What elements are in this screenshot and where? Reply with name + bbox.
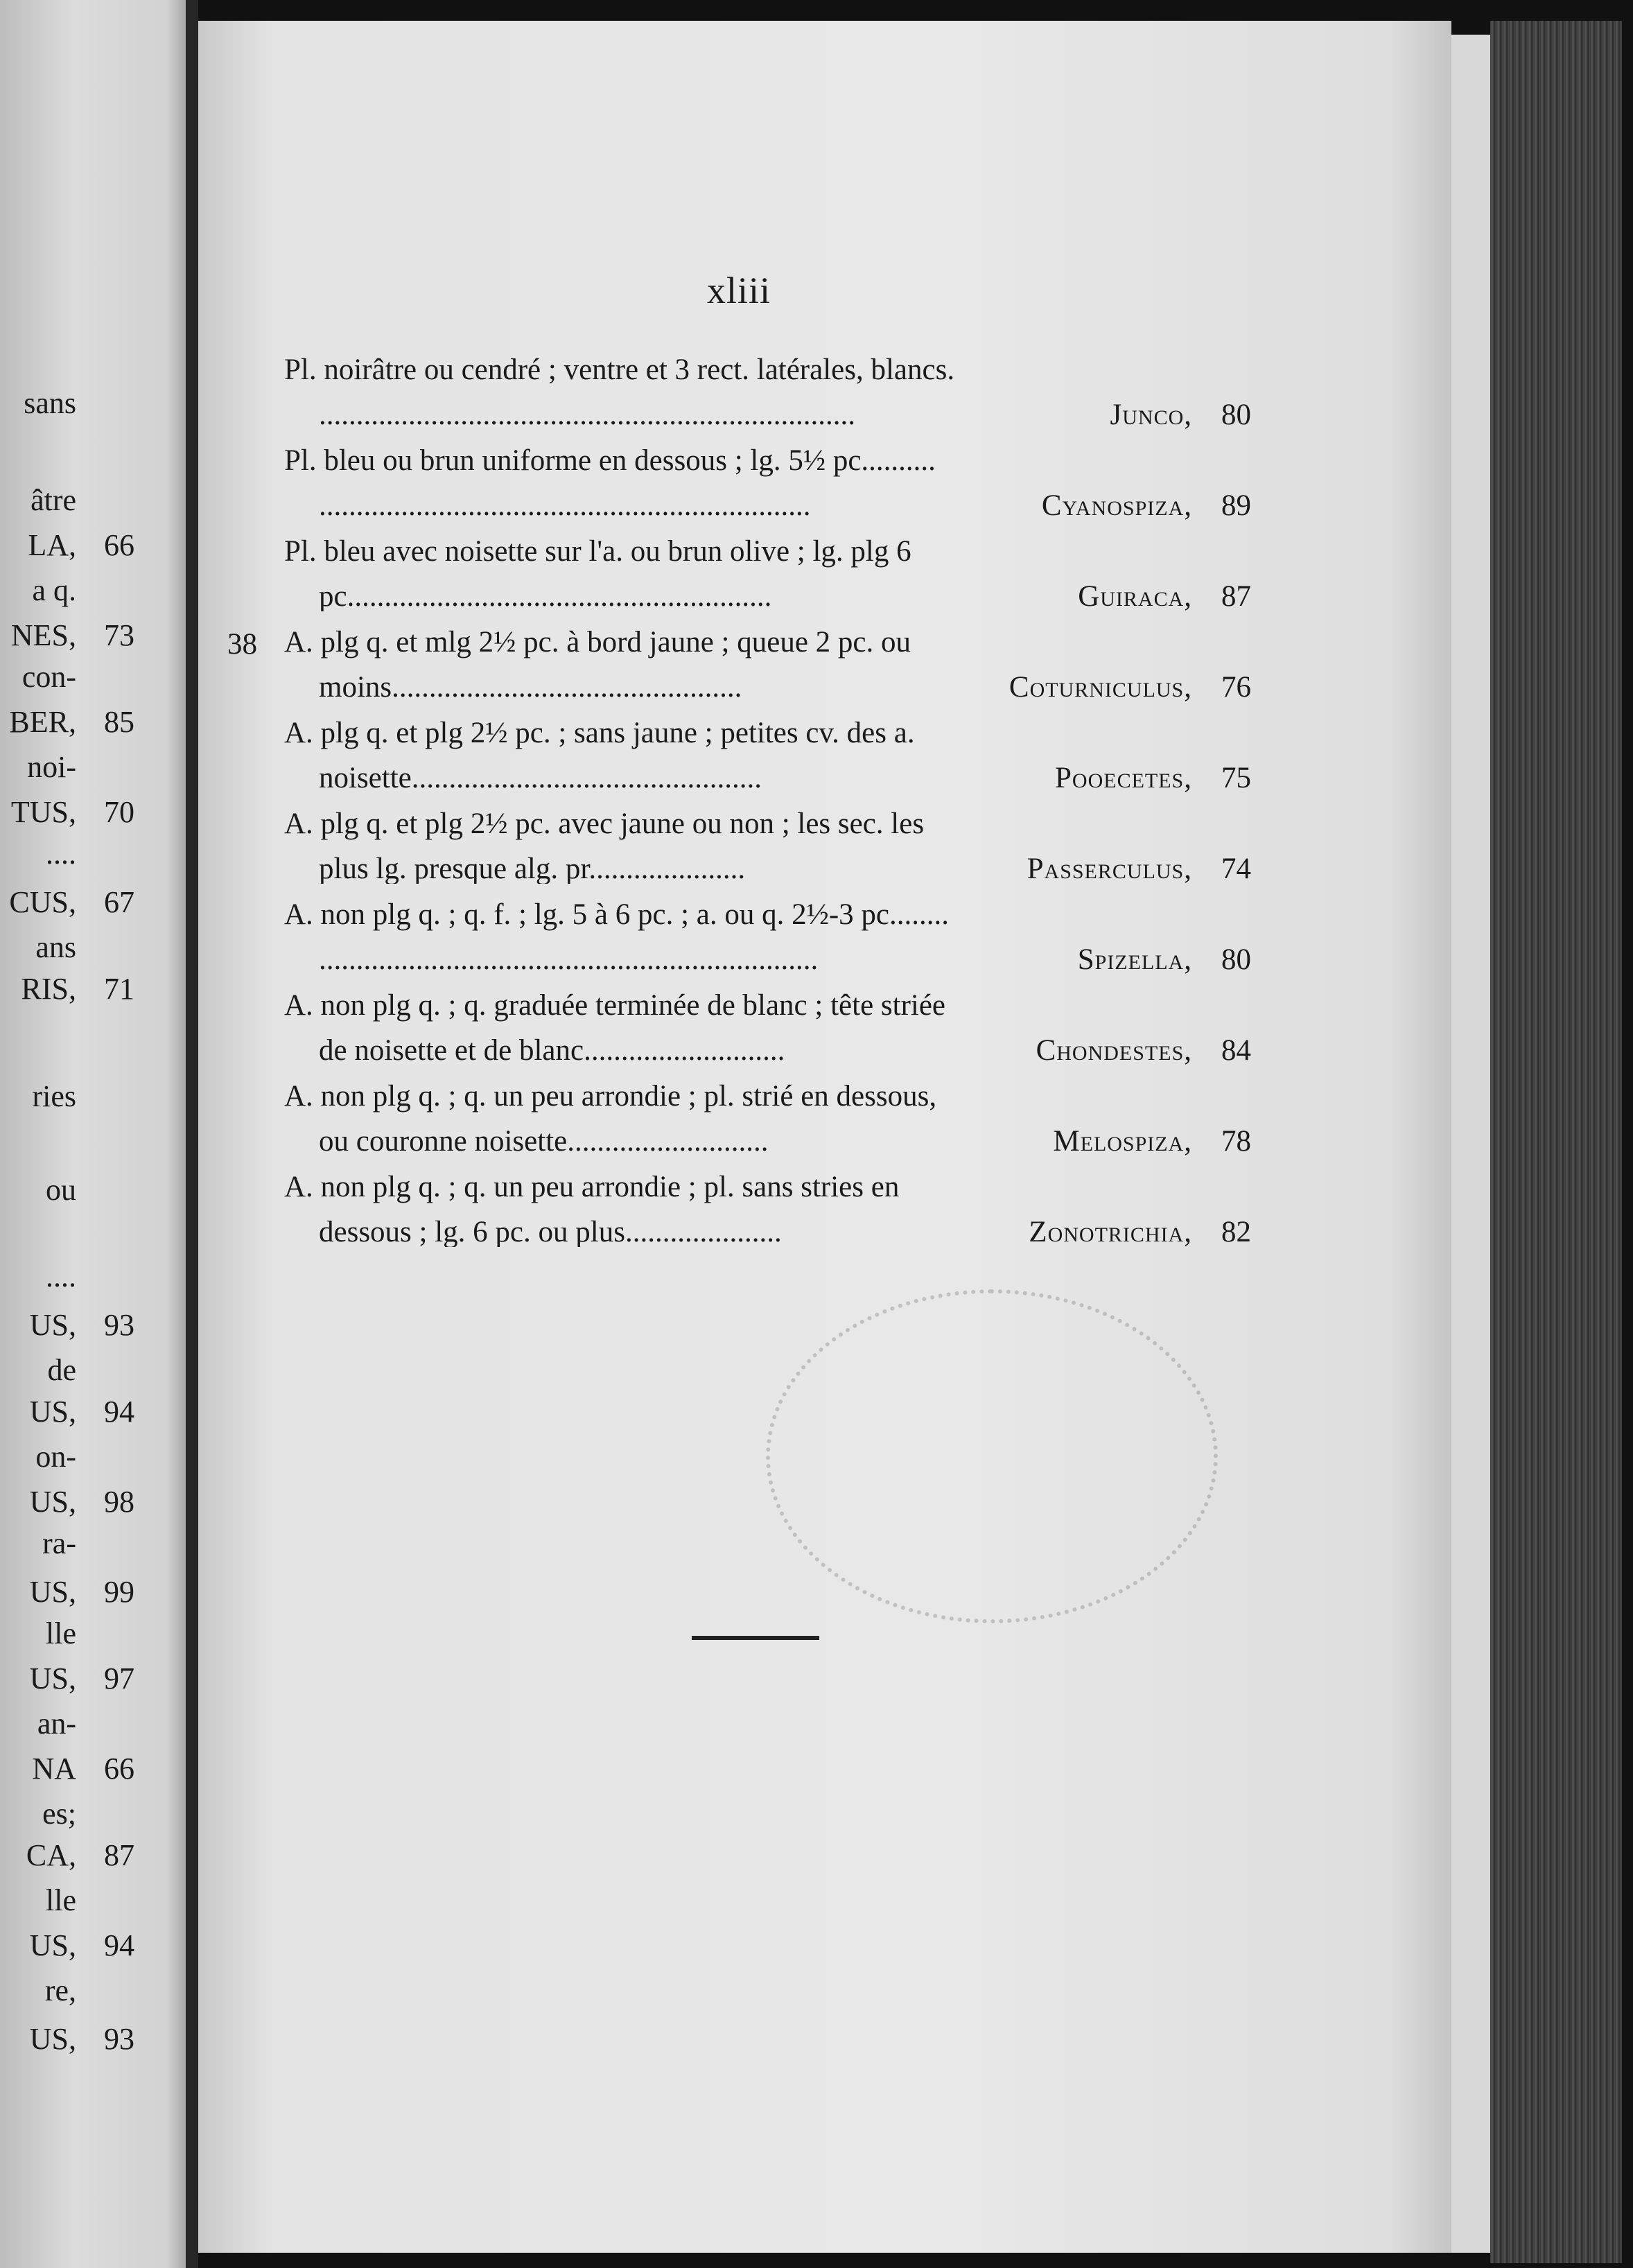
facing-page-fragment <box>0 620 166 651</box>
genus-name: Zonotrichia, <box>1029 1216 1192 1248</box>
facing-page-fragment <box>0 1975 166 2006</box>
facing-page-fragment <box>0 662 166 692</box>
fragment-number: 67 <box>104 885 134 919</box>
facing-page-fragment <box>0 485 166 516</box>
page-reference: 80 <box>1221 943 1251 976</box>
facing-page-fragment <box>0 1885 166 1916</box>
facing-page-fragment <box>0 932 166 963</box>
facing-page-fragment <box>0 707 166 738</box>
fragment-number: 66 <box>104 1752 134 1786</box>
fragment-number <box>104 485 166 516</box>
fragment-text: con- <box>21 660 76 694</box>
fragment-text: es; <box>42 1797 76 1831</box>
entry-continuation <box>319 400 1192 430</box>
page-reference: 76 <box>1221 671 1251 704</box>
fragment-text: on- <box>35 1440 76 1474</box>
fragment-number <box>104 1975 166 2006</box>
fragment-text: lle <box>46 1883 76 1917</box>
fragment-number: 93 <box>104 2022 134 2056</box>
facing-page-fragment <box>0 1799 166 1829</box>
entry-continuation <box>319 1217 1192 1247</box>
fragment-text: US, <box>29 1661 76 1695</box>
entry-description: Pl. noirâtre ou cendré ; ventre et 3 rect. latérales, blancs. <box>284 354 955 386</box>
facing-page-fragment <box>0 1528 166 1559</box>
fragment-number: 97 <box>104 1661 134 1695</box>
entry-leader: noisette............................................... <box>319 763 762 793</box>
entry-description: Pl. bleu avec noisette sur l'a. ou brun olive ; lg. plg 6 <box>284 535 911 568</box>
entry-leader: dessous ; lg. 6 pc. ou plus..................... <box>319 1217 782 1247</box>
facing-page-fragment <box>0 530 166 561</box>
entry-continuation <box>319 582 1192 611</box>
library-stamp <box>766 1289 1218 1623</box>
fragment-text: lle <box>46 1616 76 1650</box>
facing-page-fragment <box>0 1840 166 1871</box>
fragment-number: 98 <box>104 1485 134 1519</box>
facing-page-fragment <box>0 1355 166 1386</box>
page-reference: 87 <box>1221 580 1251 613</box>
page-reference: 80 <box>1221 399 1251 431</box>
fragment-number <box>104 388 166 419</box>
fragment-number: 94 <box>104 1928 134 1962</box>
fragment-number <box>104 752 166 783</box>
fragment-number: 85 <box>104 705 134 739</box>
fragment-number <box>104 932 166 963</box>
facing-page-fragment <box>0 1661 166 1695</box>
genus-name: Cyanospiza, <box>1041 489 1192 522</box>
fragment-number <box>104 1885 166 1916</box>
fragment-number <box>104 1799 166 1829</box>
entry-continuation <box>319 1036 1192 1065</box>
fragment-text: CA, <box>26 1838 76 1872</box>
fragment-text: an- <box>37 1707 76 1741</box>
fragment-text: US, <box>29 2022 76 2056</box>
fragment-text: US, <box>29 1485 76 1519</box>
facing-page-fragment <box>0 974 166 1004</box>
fragment-text: .... <box>46 1259 76 1293</box>
fragment-number: 93 <box>104 1308 134 1342</box>
fragment-text: sans <box>24 386 76 420</box>
fragment-number <box>104 575 166 606</box>
fragment-number <box>104 1262 166 1292</box>
fragment-text: ra- <box>42 1526 76 1560</box>
genus-name: Chondestes, <box>1036 1034 1192 1067</box>
facing-page-fragment <box>0 1577 166 1607</box>
genus-name: Pooecetes, <box>1055 762 1192 794</box>
fragment-text: US, <box>29 1575 76 1609</box>
facing-page-fragment <box>0 575 166 606</box>
facing-page-fragment <box>0 752 166 783</box>
couplet-number: 38 <box>227 628 257 661</box>
fragment-text: a q. <box>32 573 76 607</box>
page-reference: 78 <box>1221 1125 1251 1158</box>
genus-name: Junco, <box>1110 399 1192 431</box>
fragment-number <box>104 1442 166 1472</box>
fragment-text: ou <box>46 1173 76 1207</box>
fragment-number <box>104 1619 166 1649</box>
facing-page-edge <box>0 0 186 2268</box>
entry-description: A. plg q. et mlg 2½ pc. à bord jaune ; queue 2 pc. ou <box>284 626 911 658</box>
page-reference: 89 <box>1221 489 1251 522</box>
facing-page-fragment <box>0 797 166 828</box>
fragment-number: 73 <box>104 618 134 652</box>
fragment-text: TUS, <box>10 795 76 829</box>
fragment-number <box>104 1175 166 1205</box>
genus-name: Passerculus, <box>1027 853 1192 885</box>
fragment-text: ries <box>32 1079 76 1113</box>
end-rule <box>692 1636 819 1640</box>
facing-page-fragment <box>0 1442 166 1472</box>
book-gutter <box>186 0 198 2268</box>
facing-page-fragment <box>0 1616 166 1650</box>
fragment-number <box>104 1528 166 1559</box>
entry-description: A. plg q. et plg 2½ pc. avec jaune ou non ; les sec. les <box>284 808 925 840</box>
page-reference: 82 <box>1221 1216 1251 1248</box>
facing-page-fragment <box>0 1930 166 1961</box>
fragment-number: 99 <box>104 1575 134 1609</box>
entry-leader: de noisette et de blanc........................... <box>319 1036 785 1065</box>
entry-description: A. non plg q. ; q. graduée terminée de blanc ; tête striée <box>284 989 946 1022</box>
entry-leader: .................................................................. <box>319 491 811 521</box>
book-spine <box>1490 21 1622 2263</box>
entry-leader: ................................................................... <box>319 945 819 975</box>
fragment-number <box>104 1355 166 1386</box>
fragment-text: ans <box>35 930 76 964</box>
entry-description: Pl. bleu ou brun uniforme en dessous ; lg. 5½ pc.......... <box>284 444 936 477</box>
page-reference: 74 <box>1221 853 1251 885</box>
entry-continuation <box>319 672 1192 702</box>
fragment-text: .... <box>46 837 76 871</box>
fragment-text: CUS, <box>9 885 76 919</box>
fragment-number: 70 <box>104 795 134 829</box>
fragment-number <box>104 839 166 869</box>
entry-description: A. non plg q. ; q. f. ; lg. 5 à 6 pc. ; a. ou q. 2½-3 pc........ <box>284 898 950 931</box>
page-edge <box>1451 35 1490 2253</box>
facing-page-fragment <box>0 1175 166 1205</box>
genus-name: Coturniculus, <box>1008 671 1192 704</box>
entry-continuation <box>319 854 1192 884</box>
entry-leader: ou couronne noisette........................... <box>319 1126 769 1156</box>
fragment-number: 71 <box>104 972 134 1006</box>
fragment-number: 66 <box>104 528 134 562</box>
fragment-text: noi- <box>27 750 76 784</box>
fragment-number: 94 <box>104 1395 134 1429</box>
entry-description: A. non plg q. ; q. un peu arrondie ; pl. sans stries en <box>284 1171 900 1203</box>
fragment-number: 87 <box>104 1838 134 1872</box>
fragment-text: de <box>47 1353 76 1387</box>
fragment-text: RIS, <box>21 972 76 1006</box>
entry-leader: moins............................................... <box>319 672 742 702</box>
entry-description: A. plg q. et plg 2½ pc. ; sans jaune ; petites cv. des a. <box>284 717 915 749</box>
genus-name: Melospiza, <box>1053 1125 1192 1158</box>
fragment-number <box>104 1709 166 1739</box>
fragment-number <box>104 662 166 692</box>
fragment-text: BER, <box>9 705 76 739</box>
genus-name: Guiraca, <box>1078 580 1192 613</box>
entry-continuation <box>319 763 1192 793</box>
page-number: xliii <box>707 270 771 311</box>
facing-page-fragment <box>0 1397 166 1427</box>
fragment-text: US, <box>29 1928 76 1962</box>
entry-leader: plus lg. presque alg. pr..................... <box>319 854 746 884</box>
fragment-number <box>104 1081 166 1112</box>
fragment-text: NES, <box>10 618 76 652</box>
page-reference: 84 <box>1221 1034 1251 1067</box>
facing-page-fragment <box>0 887 166 918</box>
fragment-text: US, <box>29 1395 76 1429</box>
entry-description: A. non plg q. ; q. un peu arrondie ; pl. strié en dessous, <box>284 1080 937 1113</box>
facing-page-fragment <box>0 1081 166 1112</box>
entry-continuation <box>319 945 1192 975</box>
facing-page-fragment <box>0 1310 166 1341</box>
page-reference: 75 <box>1221 762 1251 794</box>
facing-page-fragment <box>0 388 166 419</box>
facing-page-fragment <box>0 1259 166 1293</box>
entry-continuation <box>319 491 1192 521</box>
facing-page-fragment <box>0 1487 166 1517</box>
fragment-text: LA, <box>28 528 76 562</box>
fragment-text: US, <box>29 1308 76 1342</box>
facing-page-fragment <box>0 2024 166 2055</box>
fragment-text: re, <box>44 1973 76 2007</box>
genus-name: Spizella, <box>1077 943 1192 976</box>
facing-page-fragment <box>0 839 166 869</box>
entry-leader: ........................................................................ <box>319 400 855 430</box>
fragment-text: âtre <box>30 483 76 517</box>
facing-page-fragment <box>0 1709 166 1739</box>
fragment-text: NA <box>32 1752 76 1786</box>
facing-page-fragment <box>0 1754 166 1784</box>
entry-leader: pc......................................................... <box>319 582 772 611</box>
entry-continuation <box>319 1126 1192 1156</box>
